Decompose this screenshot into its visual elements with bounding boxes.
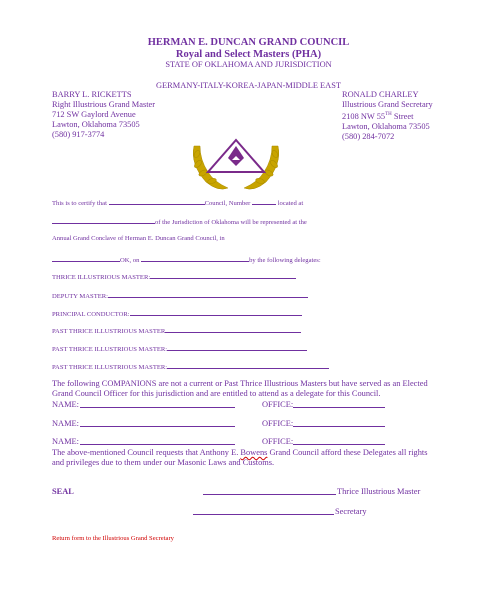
grand-secretary-address: 2108 NW 55TH Street [342, 111, 414, 121]
thrice-master-signature-field[interactable] [203, 487, 336, 495]
grand-master-phone: (580) 917-3774 [52, 130, 105, 139]
conclave-line: Annual Grand Conclave of Herman E. Duncan Grand Council, in [52, 235, 225, 242]
council-name-field[interactable] [109, 197, 205, 205]
companion-office-field-3[interactable] [293, 437, 385, 445]
council-number-field[interactable] [252, 197, 276, 205]
deputy-master-field[interactable] [108, 290, 308, 298]
companion-office-field-2[interactable] [293, 419, 385, 427]
companion-office-label-1: OFFICE: [262, 400, 294, 409]
city-field[interactable] [52, 254, 120, 262]
past-master-field-1[interactable] [165, 325, 301, 333]
certify-line: This is to certify that Council, Number located at [52, 197, 303, 207]
companion-name-label-2: NAME: [52, 419, 79, 428]
companion-office-field-1[interactable] [293, 400, 385, 408]
companion-name-field-1[interactable] [80, 400, 235, 408]
grand-master-title: Right Illustrious Grand Master [52, 100, 156, 109]
grand-master-city: Lawton, Oklahoma 73505 [52, 120, 140, 129]
grand-secretary-title: Illustrious Grand Secretary [342, 100, 433, 109]
companion-name-label-1: NAME: [52, 400, 79, 409]
grand-master-name: BARRY L. RICKETTS [52, 90, 132, 99]
past-master-row-1: PAST THRICE ILLUSTRIOUS MASTER [52, 325, 301, 335]
principal-conductor-row: PRINCIPAL CONDUCTOR: [52, 308, 302, 318]
location-field[interactable] [52, 216, 155, 224]
state-line: STATE OF OKLAHOMA AND JURISDICTION [165, 60, 332, 69]
regions-line: GERMANY-ITALY-KOREA-JAPAN-MIDDLE EAST [156, 81, 341, 90]
thrice-master-row: THRICE ILLUSTRIOUS MASTER: [52, 271, 296, 281]
grand-secretary-city: Lawton, Oklahoma 73505 [342, 121, 430, 131]
companion-name-field-3[interactable] [80, 437, 235, 445]
date-line: OK, on by the following delegates: [52, 254, 321, 264]
companions-note: The following COMPANIONS are not a current or Past Thrice Illustrious Masters but have served as an Elected Grand Council Officer for this jurisdiction and are entitled to attend as a delegate for this Council. [52, 379, 428, 398]
companion-name-field-2[interactable] [80, 419, 235, 427]
date-field[interactable] [141, 254, 249, 262]
past-master-field-2[interactable] [167, 343, 307, 351]
grand-secretary-phone: (580) 284-7072 [342, 131, 395, 141]
grand-secretary-name: RONALD CHARLEY [342, 90, 419, 99]
return-note: Return form to the Illustrious Grand Secretary [52, 535, 174, 542]
royal-select-masters-emblem-icon [188, 136, 284, 196]
secretary-signature-field[interactable] [193, 507, 334, 515]
left-officer-block [52, 90, 155, 140]
right-officer-block [342, 90, 433, 142]
council-subtitle: Royal and Select Masters (PHA) [175, 49, 322, 60]
past-master-row-2: PAST THRICE ILLUSTRIOUS MASTER: [52, 343, 307, 353]
companion-office-label-2: OFFICE: [262, 419, 294, 428]
request-note: The above-mentioned Council requests that Anthony E. Bowens Grand Council afford these Delegates all rights and privileges due to them under our Masonic Laws and Customs. [52, 448, 428, 467]
principal-conductor-field[interactable] [130, 308, 302, 316]
past-master-field-3[interactable] [167, 361, 329, 369]
grand-master-address: 712 SW Gaylord Avenue [52, 110, 136, 119]
companion-name-label-3: NAME: [52, 437, 79, 446]
grand-council-name: Bowens [240, 448, 268, 457]
location-line: of the Jurisdiction of Oklahoma will be represented at the [52, 216, 307, 226]
council-title: HERMAN E. DUNCAN GRAND COUNCIL [147, 37, 350, 48]
secretary-signature-label: Secretary [335, 507, 367, 516]
companion-office-label-3: OFFICE: [262, 437, 294, 446]
past-master-row-3: PAST THRICE ILLUSTRIOUS MASTER: [52, 361, 329, 371]
seal-label: SEAL [52, 487, 74, 496]
thrice-master-signature-label: Thrice Illustrious Master [337, 487, 421, 496]
deputy-master-row: DEPUTY MASTER: [52, 290, 308, 300]
thrice-master-field[interactable] [150, 271, 296, 279]
